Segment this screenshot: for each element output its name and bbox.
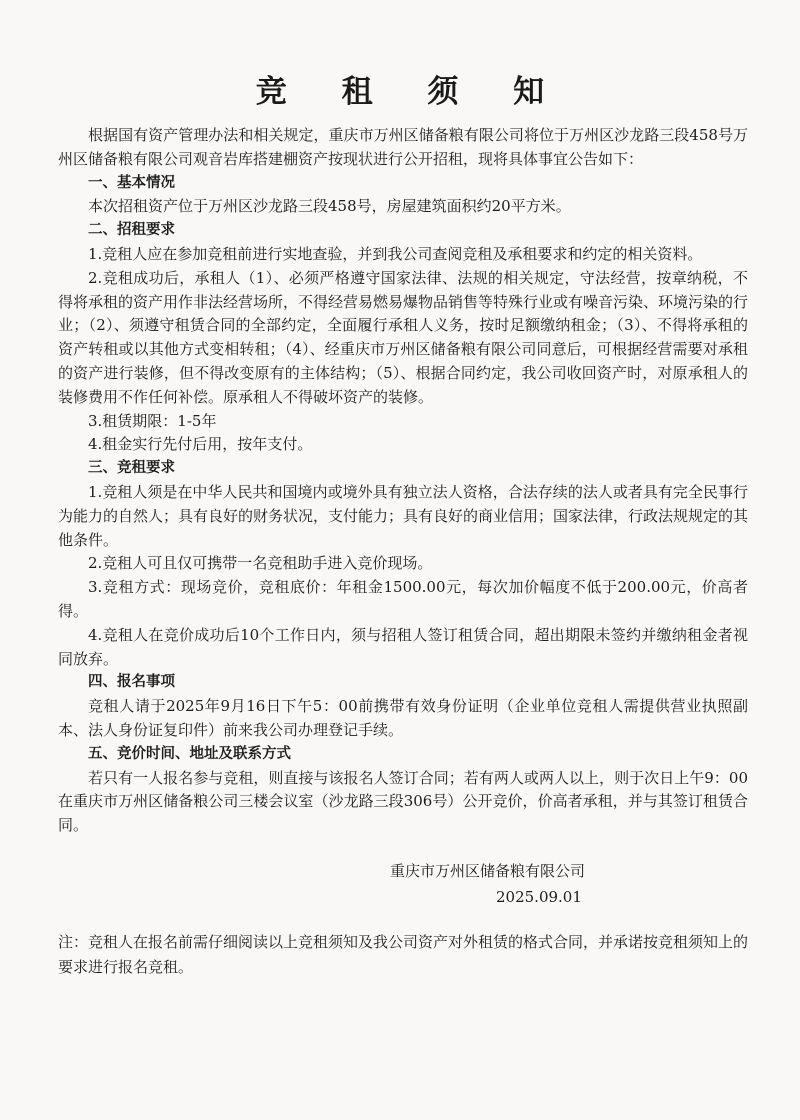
intro-paragraph: 根据国有资产管理办法和相关规定，重庆市万州区储备粮有限公司将位于万州区沙龙路三段458号万州区储备粮有限公司观音岩库搭建棚资产按现状进行公开招租，现将具体事宜公告如下： (58, 126, 748, 168)
section-paragraph: 1.竞租人应在参加竞租前进行实地查验，并到我公司查阅竞租及承租要求和约定的相关资料。 (88, 244, 703, 263)
section-heading-registration: 四、报名事项 (88, 674, 175, 691)
section-paragraph: 4.竞租人在竞价成功后10个工作日内，须与招租人签订租赁合同，超出期限未签约并缴纳租金者视同放弃。 (58, 625, 748, 668)
footnote: 注：竞租人在报名前需仔细阅读以上竞租须知及我公司资产对外租赁的格式合同，并承诺按竞租须知上的要求进行报名竞租。 (58, 933, 749, 976)
section-heading-basic-info: 一、基本情况 (88, 174, 175, 191)
signature-company: 重庆市万州区储备粮有限公司 (390, 862, 586, 880)
section-paragraph: 3.竞租方式：现场竞价，竞租底价：年租金1500.00元，每次加价幅度不低于200.00元，价高者得。 (58, 578, 748, 620)
section-paragraph: 本次招租资产位于万州区沙龙路三段458号，房屋建筑面积约20平方米。 (88, 197, 571, 216)
section-heading-lease-requirements: 二、招租要求 (88, 222, 175, 239)
section-paragraph: 2.竞租人可且仅可携带一名竞租助手进入竞价现场。 (88, 554, 433, 573)
document-body (58, 124, 748, 838)
section-heading-bidding-time-place: 五、竞价时间、地址及联系方式 (88, 745, 291, 762)
section-paragraph: 2.竞租成功后，承租人（1）、必须严格遵守国家法律、法规的相关规定，守法经营，按章纳税，不得将承租的资产用作非法经营场所，不得经营易燃易爆物品销售等特殊行业或有噪音污染、环境污染的行业；（2）、须遵守租赁合同的全部约定，全面履行承租人义务，按时足额缴纳租金；（3）、不得将承租的资产转租或以其他方式变相转租；（4）、经重庆市万州区储备粮有限公司同意后，可根据经营需要对承租的资产进行装修，但不得改变原有的主体结构；（5）、根据合同约定，我公司收回资产时，对原承租人的装修费用不作任何补偿。原承租人不得破坏资产的装修。 (58, 268, 749, 406)
section-paragraph: 3.租赁期限：1-5年 (88, 411, 217, 430)
signature-block (390, 858, 610, 910)
document-title: 竞 租 须 知 (255, 74, 567, 110)
section-paragraph: 1.竞租人须是在中华人民共和国境内或境外具有独立法人资格，合法存续的法人或者具有完全民事行为能力的自然人；具有良好的财务状况，支付能力；具有良好的商业信用；国家法律，行政法规规定的其他条件。 (58, 482, 749, 549)
section-paragraph: 竞租人请于2025年9月16日下午5：00前携带有效身份证明（企业单位竞租人需提供营业执照副本、法人身份证复印件）前来我公司办理登记手续。 (58, 697, 748, 739)
section-heading-bidder-requirements: 三、竞租要求 (88, 460, 175, 477)
section-paragraph: 4.租金实行先付后用，按年支付。 (88, 435, 313, 454)
section-paragraph: 若只有一人报名参与竞租，则直接与该报名人签订合同；若有两人或两人以上，则于次日上午9：00在重庆市万州区储备粮公司三楼会议室（沙龙路三段306号）公开竞价，价高者承租，并与其签订租赁合同。 (58, 768, 748, 835)
signature-date: 2025.09.01 (496, 888, 582, 906)
